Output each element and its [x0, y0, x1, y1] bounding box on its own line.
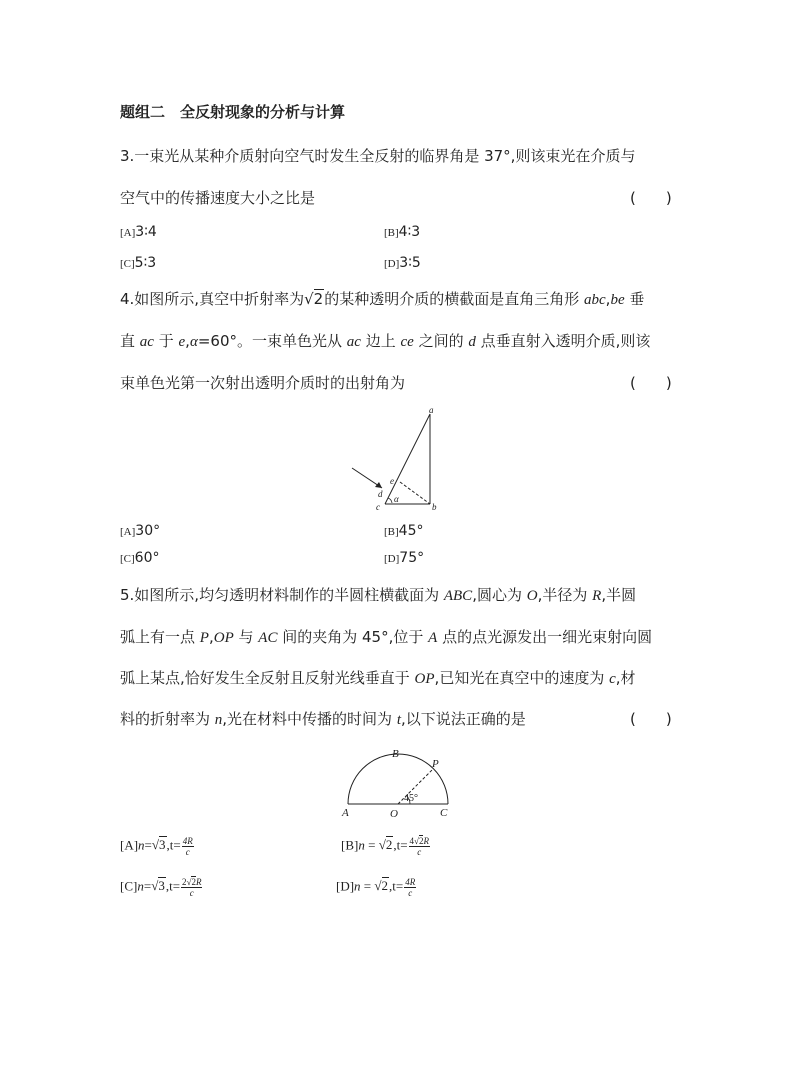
q5-line-2: 弧上有一点 P,OP 与 AC 间的夹角为 45°,位于 A 点的点光源发出一细光束射向圆 — [120, 628, 653, 646]
q4-option-d[interactable] — [384, 550, 424, 566]
option-text: 3∶5 — [399, 255, 421, 271]
q5-option-c[interactable]: [C]n=√3,t= $\frac{2√2R}{c}$ — [120, 877, 202, 898]
option-tag: [B] — [384, 526, 399, 538]
q5-line-4: 料的折射率为 n,光在材料中传播的时间为 t,以下说法正确的是 — [120, 710, 526, 728]
fraction: $\frac{2√2R}{c}$ — [182, 877, 202, 898]
option-tag: [A] — [120, 227, 136, 239]
fraction: $\frac{4R}{c}$ — [182, 836, 193, 857]
label-d: d — [378, 489, 383, 499]
option-tag: [A] — [120, 526, 136, 538]
section-heading: 题组二 全反射现象的分析与计算 — [120, 103, 346, 121]
fraction: $\frac{4R}{c}$ — [405, 877, 416, 898]
q4-option-a[interactable] — [120, 523, 160, 539]
label-alpha: α — [394, 494, 399, 504]
label-a: a — [429, 405, 434, 415]
q3-line-1: 3.一束光从某种介质射向空气时发生全反射的临界角是 37°,则该束光在介质与 — [120, 147, 636, 165]
q5-option-d[interactable]: [D]n = √2,t= $\frac{4R}{c}$ — [336, 877, 416, 898]
sqrt-symbol: √2 — [304, 290, 324, 308]
q5-line-3: 弧上某点,恰好发生全反射且反射光线垂直于 OP,已知光在真空中的速度为 c,材 — [120, 669, 636, 687]
q3-line-2: 空气中的传播速度大小之比是 — [120, 189, 316, 207]
fraction: $\frac{4√2R}{c}$ — [409, 836, 429, 857]
q4-triangle-figure — [340, 402, 450, 514]
option-tag: [B] — [384, 227, 399, 239]
option-text: 45° — [398, 523, 424, 539]
q4-line-1: 4.如图所示,真空中折射率为√2的某种透明介质的横截面是直角三角形 abc,be 垂 — [120, 290, 645, 308]
q3-option-d[interactable] — [384, 255, 421, 271]
label-A: A — [342, 807, 349, 819]
label-angle: 45° — [404, 793, 418, 804]
option-tag: [C] — [120, 553, 135, 565]
q3-option-b[interactable] — [384, 224, 420, 240]
q5-line-1: 5.如图所示,均匀透明材料制作的半圆柱横截面为 ABC,圆心为 O,半径为 R,半圆 — [120, 586, 637, 604]
label-c: c — [376, 502, 380, 512]
label-C: C — [440, 807, 448, 819]
q3-option-a[interactable] — [120, 224, 157, 240]
option-text: 3∶4 — [135, 224, 157, 240]
q3-option-c[interactable] — [120, 255, 156, 271]
q5-option-b[interactable]: [B]n = √2,t= $\frac{4√2R}{c}$ — [341, 836, 429, 857]
q4-answer-bracket: ( ) — [630, 374, 672, 392]
option-text: 4∶3 — [398, 224, 421, 240]
side-ac — [385, 414, 430, 504]
option-text: 75° — [399, 550, 425, 566]
q3-answer-bracket: ( ) — [630, 189, 672, 207]
q4-line-3: 束单色光第一次射出透明介质时的出射角为 — [120, 374, 406, 392]
q5-option-a[interactable]: [A]n=√3,t= $\frac{4R}{c}$ — [120, 836, 193, 857]
option-text: 30° — [135, 523, 161, 539]
label-e: e — [390, 476, 394, 486]
alpha-arc — [388, 498, 392, 503]
label-P: P — [432, 758, 439, 770]
q5-answer-bracket: ( ) — [630, 710, 672, 728]
option-text: 60° — [134, 550, 160, 566]
incident-arrow — [375, 482, 382, 488]
label-O: O — [390, 808, 398, 820]
q4-option-b[interactable] — [384, 523, 424, 539]
dashed-be — [400, 482, 430, 504]
q5-semicircle-figure — [336, 740, 460, 822]
option-tag: [D] — [384, 258, 400, 270]
q4-line-2: 直 ac 于 e,α=60°。一束单色光从 ac 边上 ce 之间的 d 点垂直射入透明介质,则该 — [120, 332, 651, 350]
label-b: b — [432, 502, 437, 512]
option-tag: [C] — [120, 258, 135, 270]
q4-option-c[interactable] — [120, 550, 160, 566]
label-B: B — [392, 748, 399, 760]
option-text: 5∶3 — [134, 255, 157, 271]
option-tag: [D] — [384, 553, 400, 565]
